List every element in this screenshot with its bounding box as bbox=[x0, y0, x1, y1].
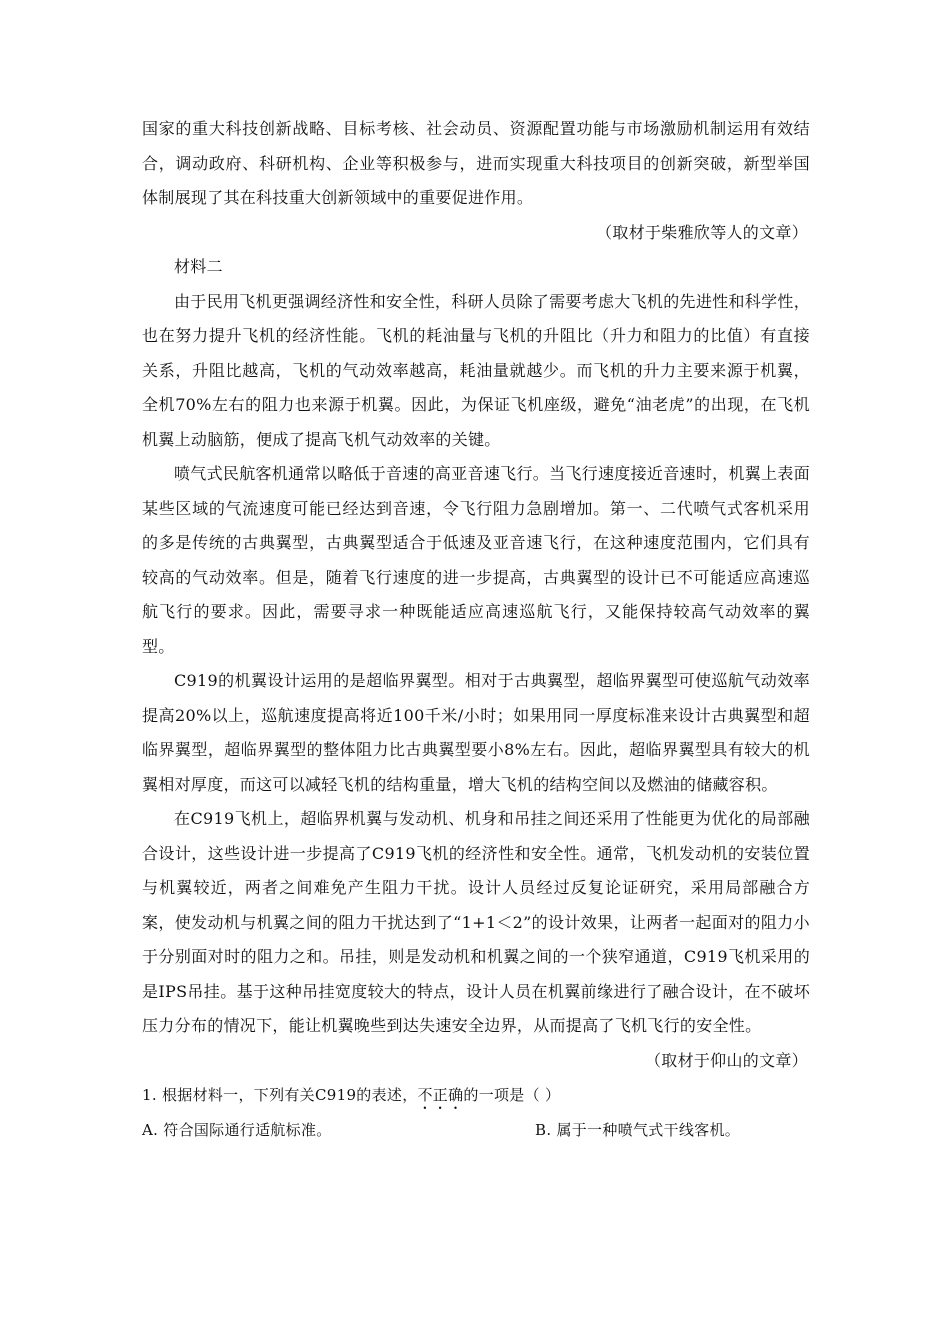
material2-paragraph-3: C919的机翼设计运用的是超临界翼型。相对于古典翼型，超临界翼型可使巡航气动效率提高20%以上，巡航速度提高将近100千米/小时；如果用同一厚度标准来设计古典翼型和超临界翼型，超临界翼型的整体阻力比古典翼型要小8%左右。因此，超临界翼型具有较大的机翼相对厚度，而这可以减轻飞机的结构重量，增大飞机的结构空间以及燃油的储藏容积。 bbox=[142, 671, 810, 794]
question-1-emphasis: 不正确 bbox=[417, 1086, 464, 1104]
question-1-options bbox=[142, 1113, 810, 1148]
option-a[interactable]: A. 符合国际通行适航标准。 bbox=[142, 1121, 332, 1139]
question-1-stem bbox=[142, 1078, 810, 1113]
question-1-suffix: 的一项是（ ） bbox=[463, 1086, 561, 1104]
material2-paragraph-2: 喷气式民航客机通常以略低于音速的高亚音速飞行。当飞行速度接近音速时，机翼上表面某些区域的气流速度可能已经达到音速，令飞行阻力急剧增加。第一、二代喷气式客机采用的多是传统的古典翼型，古典翼型适合于低速及亚音速飞行，在这种速度范围内，它们具有较高的气动效率。但是，随着飞行速度的进一步提高，古典翼型的设计已不可能适应高速巡航飞行的要求。因此，需要寻求一种既能适应高速巡航飞行，又能保持较高气动效率的翼型。 bbox=[142, 464, 810, 656]
material2-source: （取材于仰山的文章） bbox=[644, 1050, 808, 1070]
material1-source: （取材于柴雅欣等人的文章） bbox=[596, 222, 808, 242]
material2-paragraph-4: 在C919飞机上，超临界机翼与发动机、机身和吊挂之间还采用了性能更为优化的局部融合设计，这些设计进一步提高了C919飞机的经济性和安全性。通常，飞机发动机的安装位置与机翼较近，两者之间难免产生阻力干扰。设计人员经过反复论证研究，采用局部融合方案，使发动机与机翼之间的阻力干扰达到了“1+1＜2”的设计效果，让两者一起面对的阻力小于分别面对时的阻力之和。吊挂，则是发动机和机翼之间的一个狭窄通道，C919飞机采用的是IPS吊挂。基于这种吊挂宽度较大的特点，设计人员在机翼前缘进行了融合设计，在不破坏压力分布的情况下，能让机翼晚些到达失速安全边界，从而提高了飞机飞行的安全性。 bbox=[142, 809, 810, 1035]
material1-tail-paragraph: 国家的重大科技创新战略、目标考核、社会动员、资源配置功能与市场激励机制运用有效结合，调动政府、科研机构、企业等积极参与，进而实现重大科技项目的创新突破，新型举国体制展现了其在科技重大创新领域中的重要促进作用。 bbox=[142, 119, 810, 207]
option-b[interactable]: B. 属于一种喷气式干线客机。 bbox=[535, 1121, 741, 1139]
question-1-prefix: 1. 根据材料一，下列有关C919的表述， bbox=[142, 1086, 418, 1104]
material2-heading: 材料二 bbox=[174, 257, 223, 276]
document-page bbox=[142, 112, 810, 1148]
material2-paragraph-1: 由于民用飞机更强调经济性和安全性，科研人员除了需要考虑大飞机的先进性和科学性，也在努力提升飞机的经济性能。飞机的耗油量与飞机的升阻比（升力和阻力的比值）有直接关系，升阻比越高，飞机的气动效率越高，耗油量就越少。而飞机的升力主要来源于机翼，全机70%左右的阻力也来源于机翼。因此，为保证飞机座级，避免“油老虎”的出现，在飞机机翼上动脑筋，便成了提高飞机气动效率的关键。 bbox=[142, 291, 810, 449]
